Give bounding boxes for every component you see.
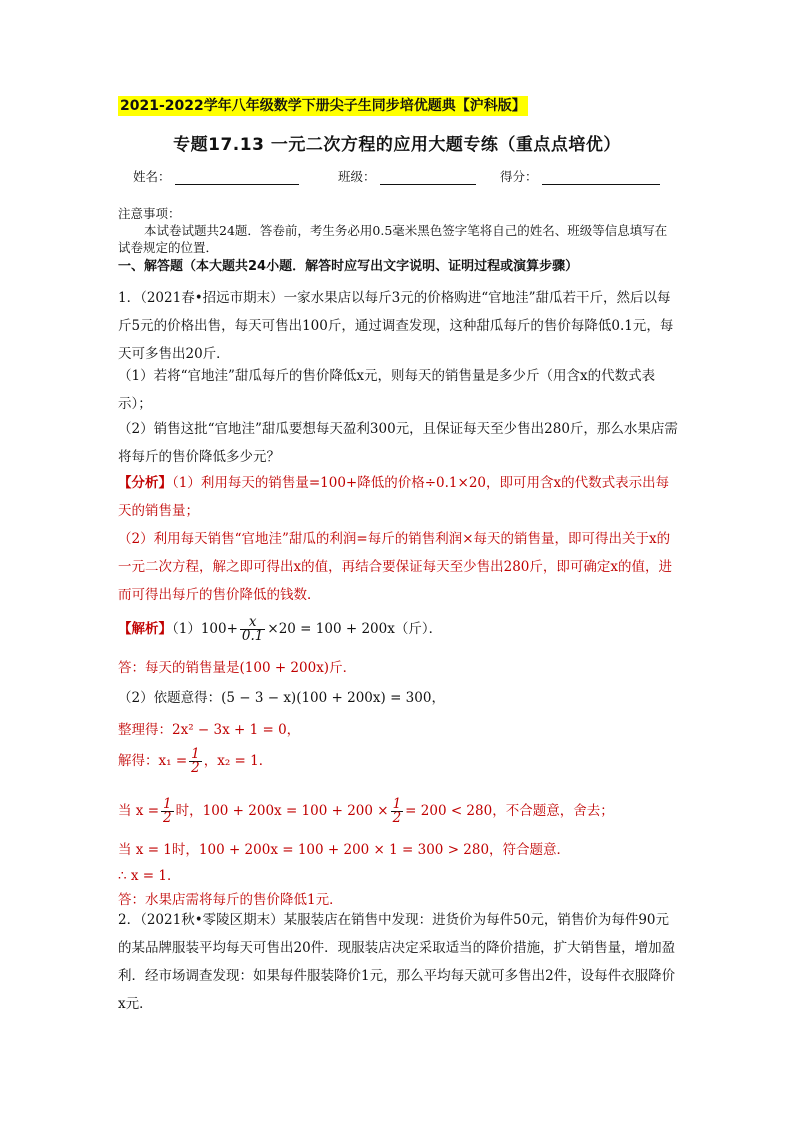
name-label: 姓名：	[133, 169, 171, 184]
solution-line-5: 当 x = $\frac{1}{2}$ 时，100 + 200x = 100 + 200 × $\frac{1}{2}$ = 200 < 280，不合题意，舍去；	[118, 796, 614, 826]
question-1-part-1: （1）若将“官地洼”甜瓜每斤的售价降低x元，则每天的销售量是多少斤（用含x的代数式表示）；	[118, 368, 656, 412]
solution-line-2: （2）依题意得：(5 − 3 − x)(100 + 200x) = 300，	[118, 690, 445, 706]
score-field[interactable]	[500, 167, 660, 185]
answer-2: 答：水果店需将每斤的售价降低1元．	[118, 892, 343, 908]
solution-line-6: 当 x = 1时，100 + 200x = 100 + 200 × 1 = 300 > 280，符合题意．	[118, 842, 571, 858]
notice-body: 本试卷试题共24题．答卷前，考生务必用0.5毫米黑色签字笔将自己的姓名、班级等信息填写在试卷规定的位置．	[118, 223, 668, 255]
name-blank[interactable]	[175, 170, 299, 185]
analysis-text-1: （1）利用每天的销售量=100+降低的价格÷0.1×20，即可用含x的代数式表示出每天的销售量；	[118, 475, 670, 519]
analysis-tag: 【分析】	[118, 475, 172, 491]
page-title: 专题17.13 一元二次方程的应用大题专练（重点点培优）	[173, 135, 621, 155]
name-field[interactable]	[133, 167, 299, 185]
answer-1: 答：每天的销售量是(100 + 200x)斤．	[118, 660, 357, 676]
fraction-one-half: $\frac{1}{2}$	[163, 796, 172, 826]
solution-line-1: 【解析】（1）100+ $\frac{x}{0.1}$ ×20 = 100 + 200x（斤）．	[118, 614, 443, 644]
solution-line-4: 解得：x₁ = $\frac{1}{2}$ ，x₂ = 1．	[118, 746, 273, 776]
fraction-one-half: $\frac{1}{2}$	[191, 746, 200, 776]
class-label: 班级：	[338, 169, 376, 184]
question-2-stem: 2．（2021秋•零陵区期末）某服装店在销售中发现：进货价为每件50元，销售价为每件90元的某品牌服装平均每天可售出20件．现服装店决定采取适当的降价措施，扩大销售量，增加盈利．经市场调查发现：如果每件服装降价1元，那么平均每天就可多售出2件，设每件衣服降价x元．	[118, 912, 676, 1012]
question-1-part-2: （2）销售这批“官地洼”甜瓜要想每天盈利300元，且保证每天至少售出280斤，那么水果店需将每斤的售价降低多少元？	[118, 421, 678, 465]
solution-line-3: 整理得：2x² − 3x + 1 = 0，	[118, 722, 301, 738]
analysis-part-1	[118, 469, 680, 525]
score-label: 得分：	[500, 169, 538, 184]
section-heading: 一、解答题（本大题共24小题．解答时应写出文字说明、证明过程或演算步骤）	[118, 259, 579, 274]
question-1-stem: 1．（2021春•招远市期末）一家水果店以每斤3元的价格购进“官地洼”甜瓜若干斤，然后以每斤5元的价格出售，每天可售出100斤，通过调查发现，这种甜瓜每斤的售价每降低0.1元，每天可多售出20斤．	[118, 290, 674, 362]
notice-heading: 注意事项：	[118, 206, 181, 221]
analysis-part-2: （2）利用每天销售“官地洼”甜瓜的利润=每斤的销售利润×每天的销售量，即可得出关于x的一元二次方程，解之即可得出x的值，再结合要保证每天至少售出280斤，即可确定x的值，进而可得出每斤的售价降低的钱数．	[118, 531, 672, 603]
solution-line-7: ∴ x = 1．	[118, 868, 181, 884]
class-field[interactable]	[338, 167, 476, 185]
fraction-x-over-0.1: $\frac{x}{0.1}$	[241, 614, 264, 644]
notice-block	[118, 205, 678, 256]
fraction-one-half: $\frac{1}{2}$	[392, 796, 402, 826]
source-banner: 2021-2022学年八年级数学下册尖子生同步培优题典【沪科版】	[120, 98, 526, 114]
score-blank[interactable]	[542, 170, 660, 185]
class-blank[interactable]	[380, 170, 476, 185]
solution-tag: 【解析】	[118, 621, 172, 637]
student-info-fields	[0, 167, 794, 187]
